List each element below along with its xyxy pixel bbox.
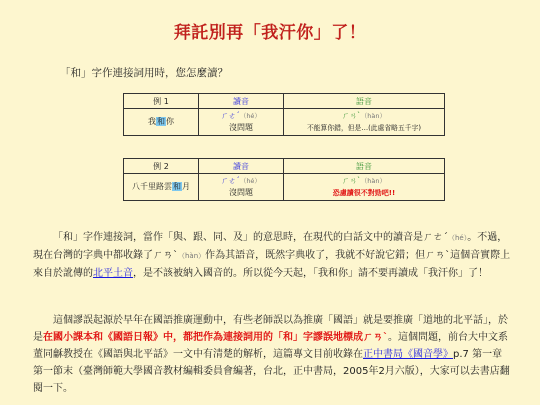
- colloquial-cell: [284, 109, 445, 136]
- para2-text: p.7 第一章第一節末（臺灣師範大學國音教材編輯委員會編著，台北，正中書局，2005年2月六版），大家可以去書店翻閱一下。: [33, 349, 510, 394]
- book-link[interactable]: 正中書局《國音學》: [363, 349, 453, 360]
- question-text: 「和」字作連接詞用時，您怎麼讀？: [60, 67, 228, 79]
- reading-header: 讀音: [199, 159, 284, 174]
- reading-note: 沒問題: [229, 188, 253, 197]
- table-header-row: [124, 159, 445, 174]
- highlighted-char: 和: [173, 182, 181, 191]
- reading-note: 沒問題: [229, 123, 253, 132]
- para1-text: ，是不該被納入國音的。所以從今天起，「我和你」請不要再讀成「我汗你」了！: [133, 268, 488, 279]
- highlighted-char: 和: [157, 117, 165, 126]
- example-pre: 我: [148, 117, 156, 126]
- para2-emphasis: 在國小課本和《國語日報》中，都把作為連接詞用的「和」字謬誤地標成ㄏㄢˋ: [43, 332, 388, 343]
- colloquial-header: 語音: [284, 159, 445, 174]
- pinyin: （hé）: [239, 177, 261, 185]
- bopomofo: ㄏㄜˊ: [221, 176, 240, 185]
- pinyin: （hé）: [239, 112, 261, 120]
- example-header: 例 2: [124, 159, 199, 174]
- table-header-row: [124, 94, 445, 109]
- example-phrase: [124, 174, 199, 201]
- reading-cell: [199, 109, 284, 136]
- para2-text: 這個謬誤起源於早年在國語推廣運動中，有些老師誤以為推廣「國語」就是要推廣「道地的北平話」，於是: [33, 315, 508, 343]
- table-row: [124, 174, 445, 201]
- colloquial-header: 語音: [284, 94, 445, 109]
- example-post: 你: [166, 117, 174, 126]
- bopomofo: ㄏㄢˋ: [342, 111, 361, 120]
- example-table-2: [123, 158, 445, 201]
- example-phrase: [124, 109, 199, 136]
- pinyin: （hàn）: [360, 112, 386, 120]
- paragraph-1: [33, 229, 511, 282]
- reading-header: 讀音: [199, 94, 284, 109]
- para2-text: 。這個問題，前台大中文系董同龢教授在《國語與北平話》一文中有清楚的解析，這篇專文目前收錄在: [33, 332, 508, 360]
- beiping-dialect-link[interactable]: 北平土音: [93, 268, 133, 279]
- bopomofo: ㄏㄜˊ: [221, 111, 240, 120]
- example-post: 月: [182, 182, 190, 191]
- pinyin: （hàn）: [178, 252, 206, 260]
- colloquial-cell: [284, 174, 445, 201]
- example-table-1: [123, 93, 445, 136]
- bopomofo: ㄏㄢˋ: [342, 176, 361, 185]
- page-title: 拜託別再「我汗你」了！: [173, 23, 367, 43]
- example-header: 例 1: [124, 94, 199, 109]
- colloquial-note: 不能算你錯，但是…(此處省略五千字): [306, 124, 422, 132]
- pinyin: （hé）: [448, 234, 468, 242]
- para1-text: 「和」字作連接詞，當作「與、跟、同、及」的意思時，在現代的白話文中的讀音是ㄏㄜˊ: [53, 232, 448, 243]
- example-pre: 八千里路雲: [132, 182, 172, 191]
- colloquial-note: 恐慮讀很不對勁吧!!: [332, 189, 396, 197]
- para1-text: 。不過，現在台灣的字典中都收錄了ㄏㄢˋ: [33, 232, 508, 261]
- pinyin: （hàn）: [360, 177, 386, 185]
- paragraph-2: [33, 312, 511, 397]
- reading-cell: [199, 174, 284, 201]
- para1-text: 作為其語音，既然字典收了，我就不好說它錯；但ㄏㄢˋ這個音實際上來自於訛傳的: [33, 250, 511, 279]
- table-row: [124, 109, 445, 136]
